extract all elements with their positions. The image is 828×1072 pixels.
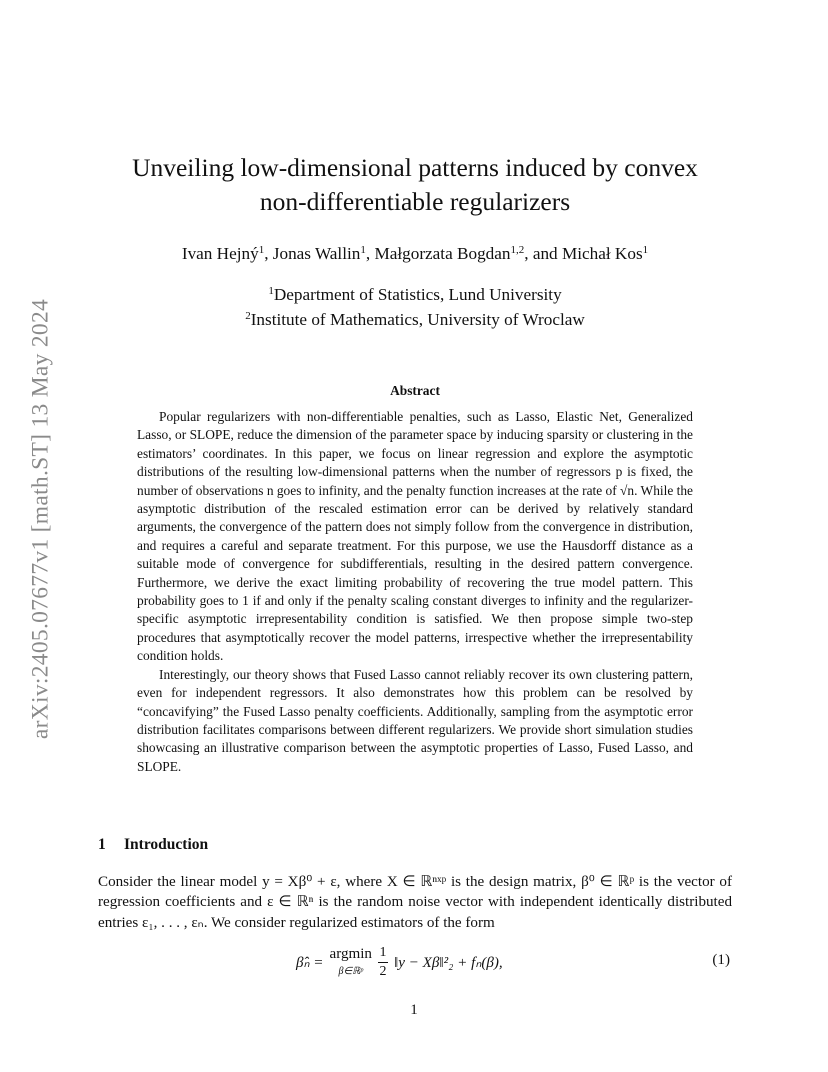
abstract-heading: Abstract (390, 383, 440, 398)
equation-rhs: ‖y − Xβ‖²₂ + fₙ(β), (393, 954, 503, 971)
affiliation-text: Institute of Mathematics, University of Wroclaw (250, 310, 585, 329)
author-name: Małgorzata Bogdan (374, 244, 511, 263)
equation-1 (98, 940, 732, 984)
affiliation-1 (90, 283, 740, 307)
author-affiliation-mark: 1 (258, 244, 265, 256)
title-line-2: non-differentiable regularizers (259, 187, 571, 216)
fraction-numerator: 1 (379, 944, 387, 960)
argmin-operator (330, 947, 372, 976)
affiliation-2 (90, 308, 740, 332)
fraction-bar (378, 962, 388, 963)
fraction-denominator: 2 (379, 963, 387, 979)
arxiv-id: arXiv:2405.07677v1 [math.ST] 13 May 2024 (27, 298, 54, 740)
affiliation-mark: 1 (268, 285, 274, 297)
author-list: Ivan Hejný$^1$, Jonas Wallin$^1$, Małgorzata Bogdan$^{1,2}$, and Michał Kos$^1$ (181, 244, 649, 263)
argmin-subscript: β∈ℝᵖ (338, 965, 363, 977)
title-line-1: Unveiling low-dimensional patterns induced by convex (132, 153, 698, 182)
page-number: 1 (410, 1002, 418, 1018)
fraction (378, 946, 388, 979)
abstract-body (137, 408, 693, 776)
affiliation-mark: 2 (245, 310, 251, 322)
author-affiliation-mark: 1,2 (510, 244, 525, 256)
argmin-label: argmin (329, 946, 372, 963)
paper-title (90, 151, 740, 219)
equation-body (296, 940, 503, 984)
equation-lhs: β̂ₙ = (296, 954, 324, 971)
abstract-paragraph-1: Popular regularizers with non-differentiable penalties, such as Lasso, Elastic Net, Generalized Lasso, or SLOPE, reduce the dimension of the parameter space by inducing sparsity or clustering in the estimators’ coordinates. In this paper, we focus on linear regression and explore the asymptotic distributions of the resulting low-dimensional patterns when the number of regressors p is fixed, the number of observations n goes to infinity, and the penalty function increases at the rate of √n. While the asymptotic distribution of the rescaled estimation error can be derived by relatively standard arguments, the convergence of the pattern does not simply follow from the convergence in distribution, and requires a careful and separate treatment. For this purpose, we use the Hausdorff distance as a suitable mode of convergence for subdifferentials, resulting in the desired pattern convergence. Furthermore, we derive the exact limiting probability of recovering the true model pattern. This probability goes to 1 if and only if the penalty scaling constant diverges to infinity and the regularizer-specific asymptotic irrepresentability condition is satisfied. We then propose simple two-step procedures that asymptotically recover the model patterns, irrespective whether the irrepresentability condition holds. (137, 409, 693, 664)
section-number: 1 (98, 836, 106, 853)
author-name: Jonas Wallin (272, 244, 361, 263)
introduction-body (98, 872, 732, 933)
intro-paragraph: Consider the linear model y = Xβ⁰ + ε, where X ∈ ℝⁿˣᵖ is the design matrix, β⁰ ∈ ℝᵖ is the vector of regression coefficients and ε ∈ ℝⁿ is the random noise vector with independent identically distributed entries ε₁, . . . , εₙ. We consider regularized estimators of the form (98, 874, 732, 931)
abstract-paragraph-2: Interestingly, our theory shows that Fused Lasso cannot reliably recover its own clustering pattern, even for independent regressors. It also demonstrates how this problem can be resolved by “concavifying” the Fused Lasso penalty coefficients. Additionally, sampling from the asymptotic error distribution facilitates comparisons between different regularizers. We provide short simulation studies showcasing an illustrative comparison between the asymptotic properties of Lasso, Fused Lasso, and SLOPE. (137, 666, 693, 774)
affiliation-text: Department of Statistics, Lund University (273, 285, 562, 304)
author-affiliation-mark: 1 (360, 244, 366, 256)
author-name: Michał Kos (561, 244, 643, 263)
author-affiliation-mark: 1 (642, 244, 649, 256)
section-title: Introduction (124, 836, 209, 853)
equation-number: (1) (712, 952, 730, 968)
author-name: Ivan Hejný (181, 244, 259, 263)
section-heading (98, 836, 208, 854)
